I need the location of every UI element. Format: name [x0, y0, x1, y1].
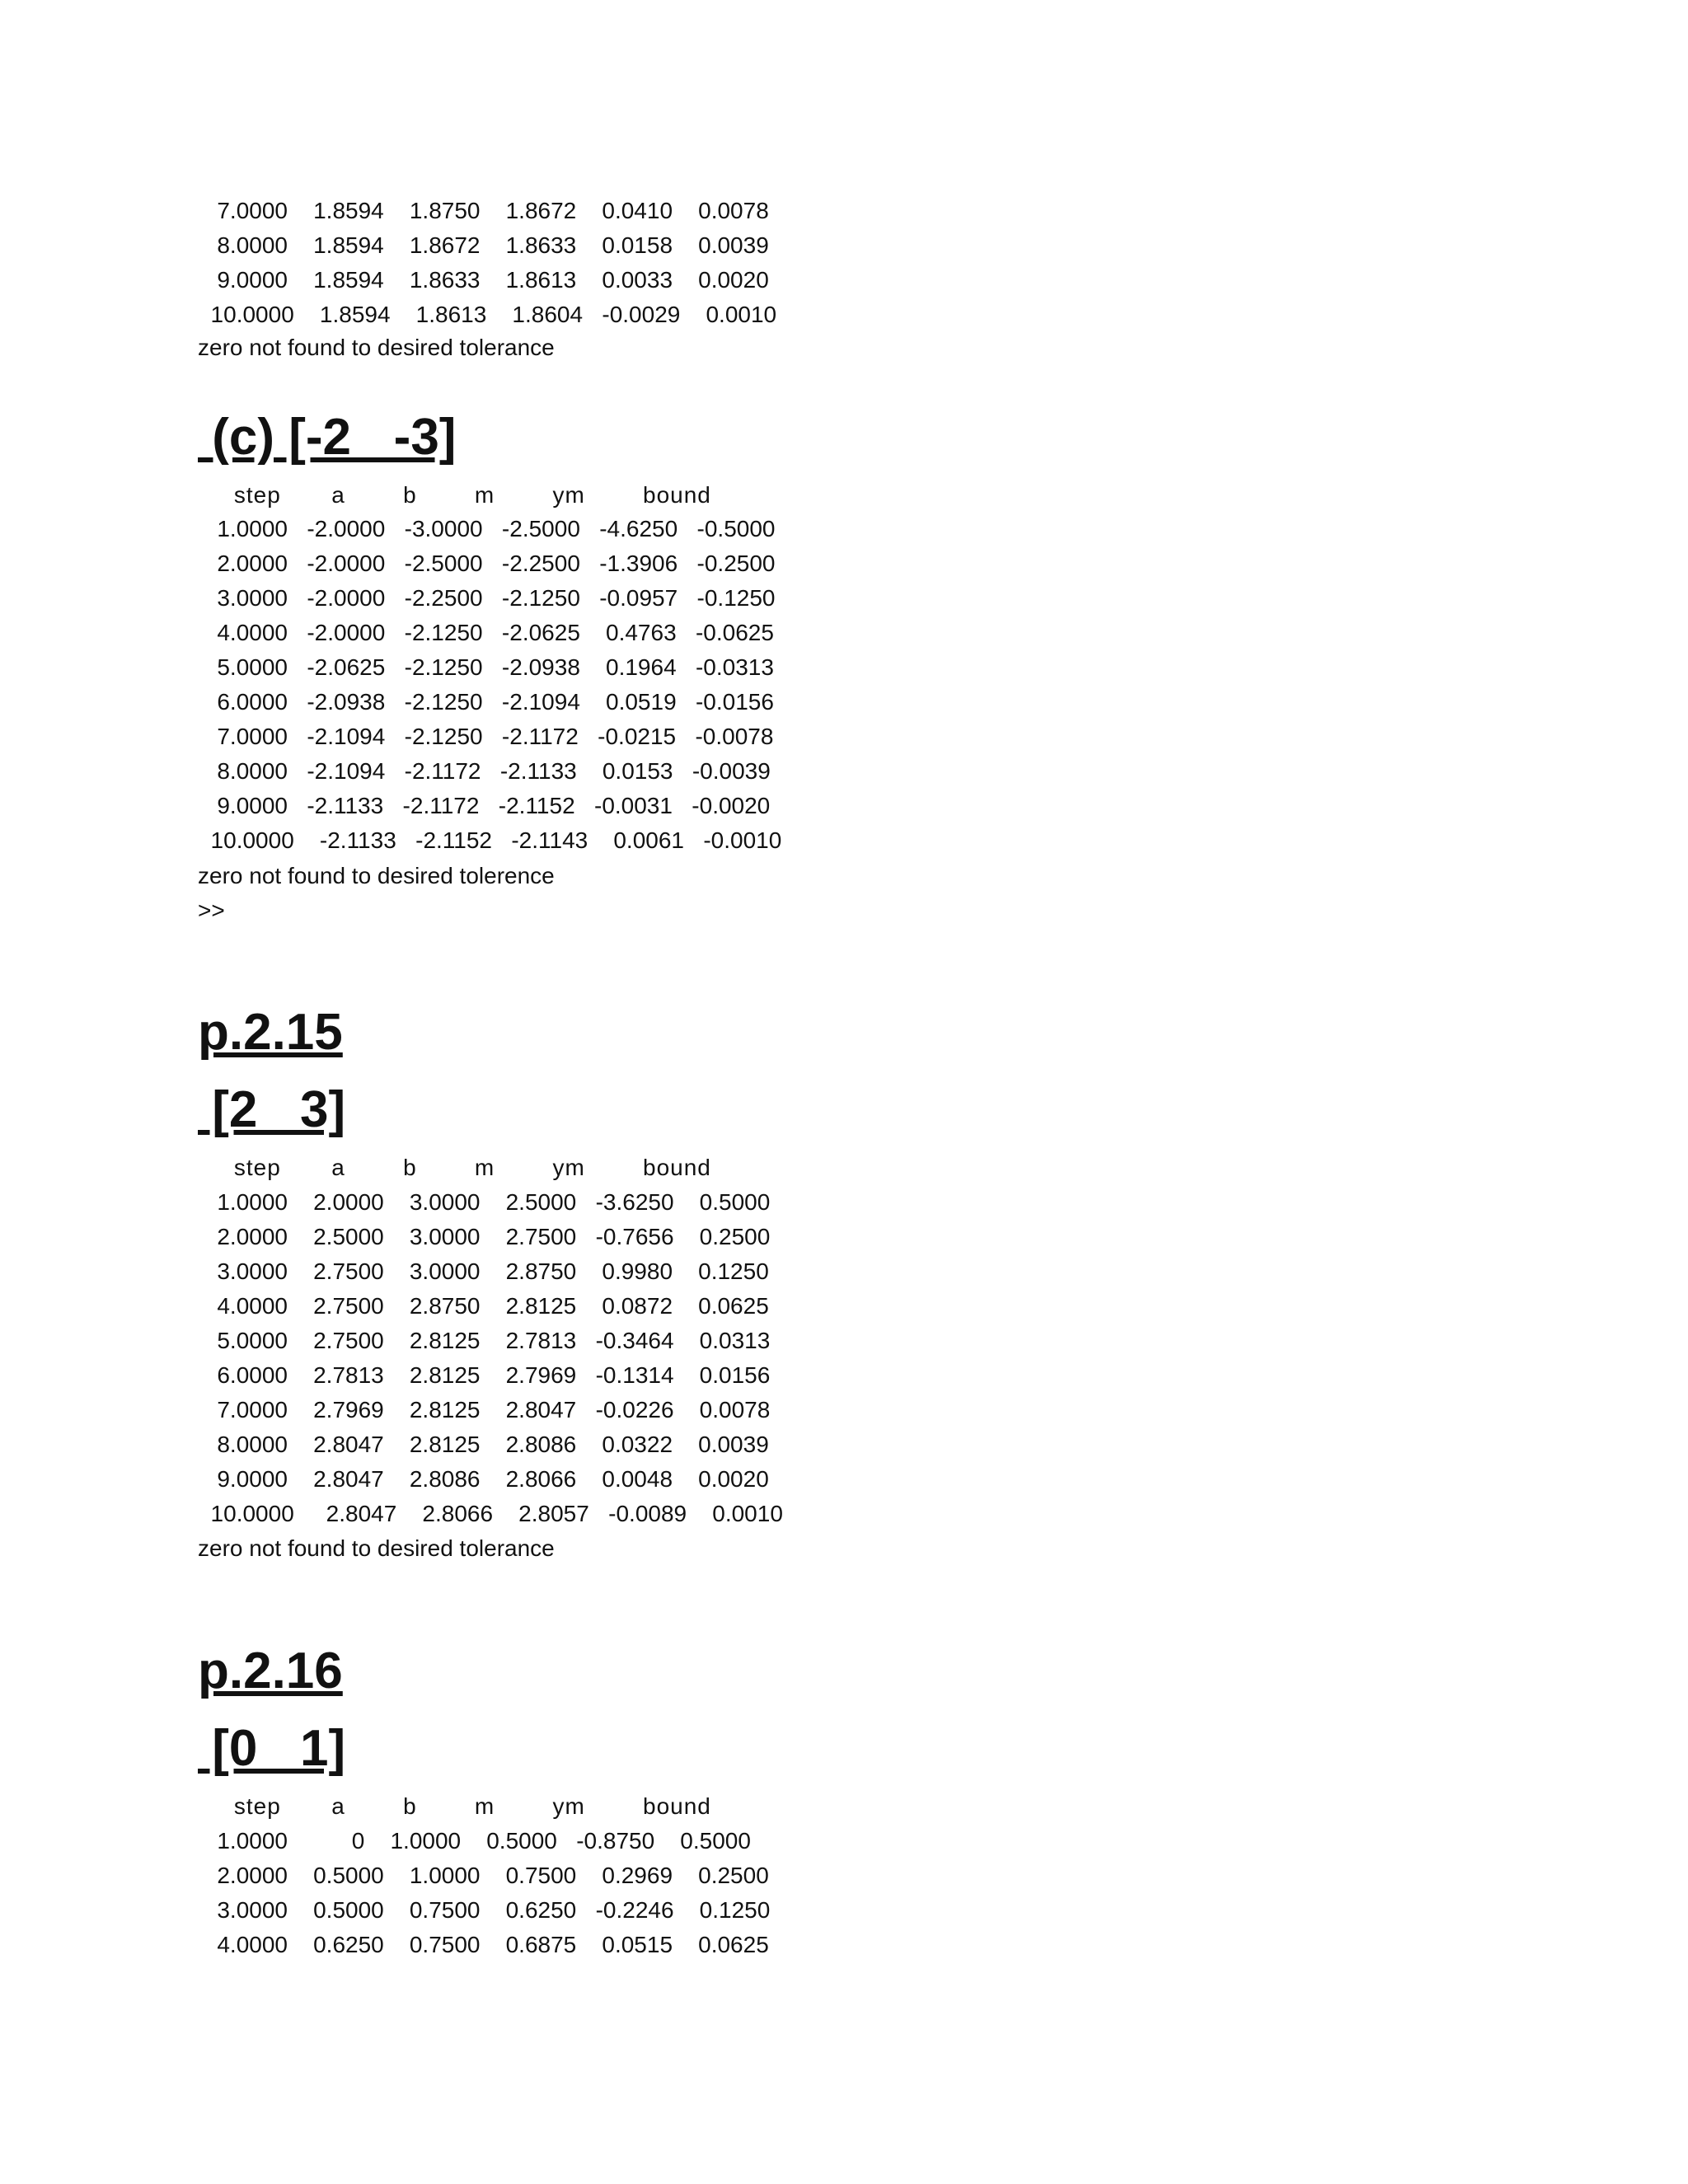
table-row: 6.0000 -2.0938 -2.1250 -2.1094 0.0519 -0.0156	[198, 689, 774, 715]
table-row: 1.0000 2.0000 3.0000 2.5000 -3.6250 0.5000	[198, 1189, 771, 1215]
table-row: 2.0000 0.5000 1.0000 0.7500 0.2969 0.2500	[198, 1863, 769, 1888]
table-row: 6.0000 2.7813 2.8125 2.7969 -0.1314 0.0156	[198, 1362, 771, 1388]
table-row: 2.0000 2.5000 3.0000 2.7500 -0.7656 0.2500	[198, 1224, 771, 1249]
command-prompt[interactable]: >>	[198, 898, 225, 923]
table-row: 10.0000 2.8047 2.8066 2.8057 -0.0089 0.0010	[198, 1501, 783, 1526]
table-row: 7.0000 1.8594 1.8750 1.8672 0.0410 0.0078	[198, 198, 769, 223]
table-row: 7.0000 -2.1094 -2.1250 -2.1172 -0.0215 -0.0078	[198, 724, 774, 749]
status-message: zero not found to desired tolerence	[198, 863, 555, 888]
table-row: 9.0000 -2.1133 -2.1172 -2.1152 -0.0031 -0.0020	[198, 793, 771, 818]
table-row: 4.0000 -2.0000 -2.1250 -2.0625 0.4763 -0.0625	[198, 620, 774, 645]
status-message: zero not found to desired tolerance	[198, 1535, 555, 1561]
table-row: 8.0000 1.8594 1.8672 1.8633 0.0158 0.0039	[198, 232, 769, 258]
problem-title-p215: p.2.15	[198, 1004, 343, 1061]
table-header: step a b m ym bound	[198, 1793, 711, 1819]
table-header: step a b m ym bound	[198, 482, 711, 508]
table-row: 10.0000 -2.1133 -2.1152 -2.1143 0.0061 -0.0010	[198, 827, 782, 853]
status-message: zero not found to desired tolerance	[198, 335, 555, 360]
problem-title-p216: p.2.16	[198, 1643, 343, 1699]
table-row: 4.0000 0.6250 0.7500 0.6875 0.0515 0.0625	[198, 1932, 769, 1957]
table-row: 3.0000 2.7500 3.0000 2.8750 0.9980 0.1250	[198, 1258, 769, 1284]
table-row: 1.0000 0 1.0000 0.5000 -0.8750 0.5000	[198, 1828, 751, 1854]
table-row: 7.0000 2.7969 2.8125 2.8047 -0.0226 0.0078	[198, 1397, 771, 1422]
table-row: 4.0000 2.7500 2.8750 2.8125 0.0872 0.0625	[198, 1293, 769, 1319]
table-row: 5.0000 2.7500 2.8125 2.7813 -0.3464 0.0313	[198, 1328, 771, 1353]
section-heading-c: (c) [-2 -3]	[198, 409, 457, 466]
table-row: 10.0000 1.8594 1.8613 1.8604 -0.0029 0.0010	[198, 302, 777, 327]
table-row: 2.0000 -2.0000 -2.5000 -2.2500 -1.3906 -0.2500	[198, 551, 776, 576]
table-row: 3.0000 0.5000 0.7500 0.6250 -0.2246 0.1250	[198, 1897, 771, 1923]
table-row: 1.0000 -2.0000 -3.0000 -2.5000 -4.6250 -0.5000	[198, 516, 776, 541]
table-row: 8.0000 -2.1094 -2.1172 -2.1133 0.0153 -0.0039	[198, 758, 771, 784]
table-header: step a b m ym bound	[198, 1155, 711, 1180]
table-row: 9.0000 2.8047 2.8086 2.8066 0.0048 0.0020	[198, 1466, 769, 1492]
section-heading-p216: [0 1]	[198, 1720, 346, 1777]
table-row: 5.0000 -2.0625 -2.1250 -2.0938 0.1964 -0.0313	[198, 654, 774, 680]
section-heading-p215: [2 3]	[198, 1081, 346, 1138]
table-row: 3.0000 -2.0000 -2.2500 -2.1250 -0.0957 -0.1250	[198, 585, 776, 611]
table-row: 8.0000 2.8047 2.8125 2.8086 0.0322 0.0039	[198, 1432, 769, 1457]
table-row: 9.0000 1.8594 1.8633 1.8613 0.0033 0.0020	[198, 267, 769, 293]
